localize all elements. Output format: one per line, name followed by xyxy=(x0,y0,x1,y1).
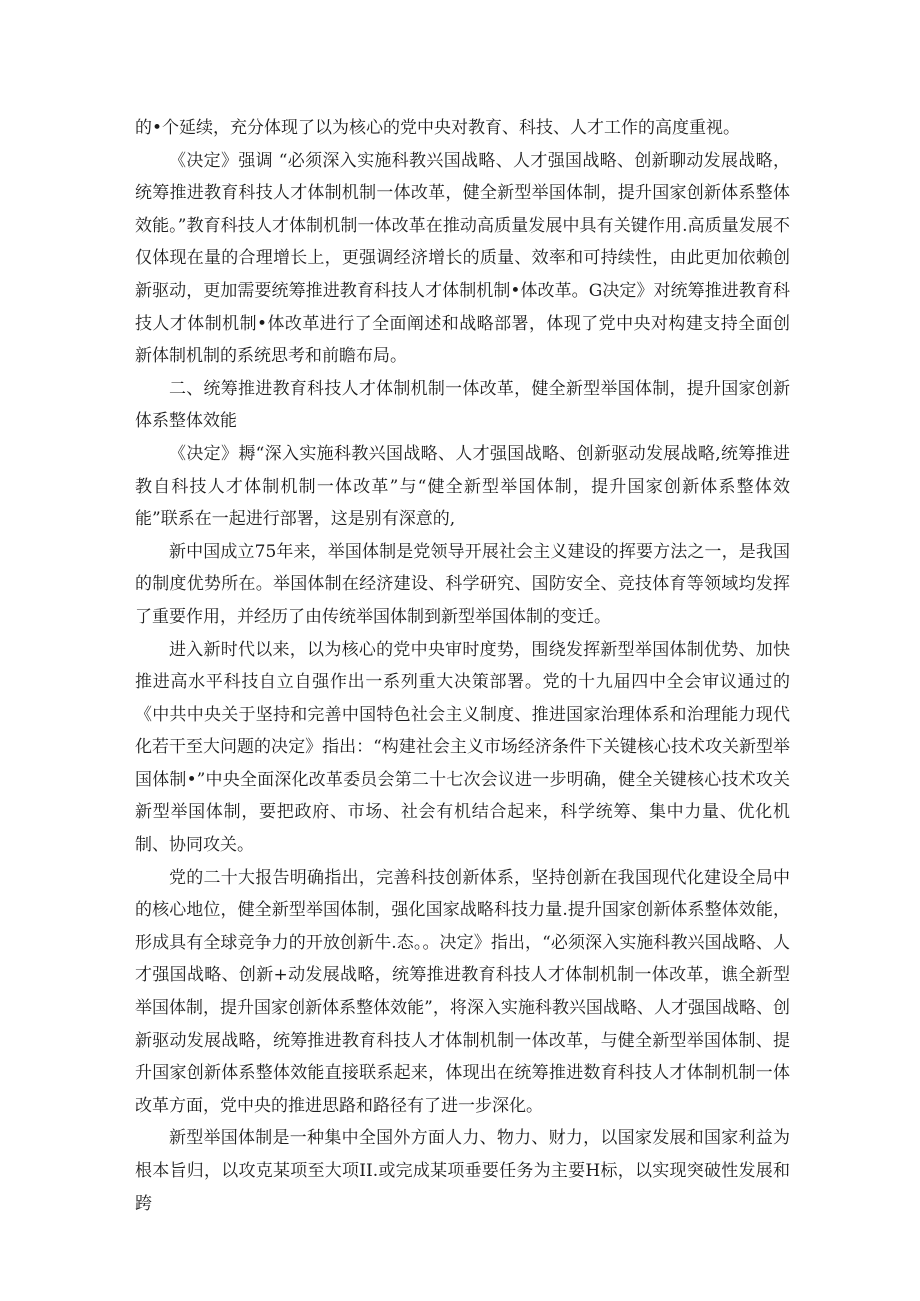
paragraph-new-era: 进入新时代以来，以为核心的党中央审时度势，围绕发挥新型举国体制优势、加快推进高水平科技自立自强作出一系列重大决策部署。党的十九届四中全会审议通过的《中共中央关于坚持和完善中国特色社会主义制度、推进国家治理体系和治理能力现代化若干至大问题的决定》指出：“构建社会主义市场经济条件下关键核心技术攻关新型举国体制•”中央全面深化改革委员会第二十七次会议进一步明确，健全关键核心技术攻关新型举国体制，要把政府、市场、社会有机结合起来，科学统筹、集中力量、优化机制、协同攻关。 xyxy=(135,639,790,856)
paragraph-twentieth-congress: 党的二十大报告明确指出，完善科技创新体系，坚持创新在我国现代化建设全局中的核心地位，健全新型举国体制，强化国家战略科技力量.提升国家创新体系整体效能，形成具有全球竞争力的开放创新牛.态。。决定》指出，“必须深入实施科教兴国战略、人才强国战略、创新+动发展战略，统筹推进教育科技人才体制机制一体改革，谯全新型举国体制，提升国家创新体系整体效能”，将深入实施科教兴国战略、人才强国战略、创新驱动发展战略，统筹推进教育科技人才体制机制一体改革，与健全新型举国体制、提升国家创新体系整体效能直接联系起来，体现出在统筹推进数育科技人才体制机制一体改革方面，党中央的推进思路和路径有了进一步深化。 xyxy=(135,867,790,1116)
paragraph-national-system-history: 新中国成立75年来，举国体制是党领导开展社会主义建设的挥要方法之一，是我国的制度优势所在。举国体制在经济建设、科学研究、国防安全、竞技体育等领域均发挥了重要作用，并经历了由传统举国体制到新型举国体制的变迁。 xyxy=(135,541,790,627)
paragraph-decision-linkage: 《决定》耨“深入实施科教兴国战略、人才强国战略、创新驱动发展战略,统筹推进教自科技人才体制机制一体改革”与“健全新型举国体制，提升国家创新体系整体效能”联系在一起进行部署，这是别有深意的, xyxy=(135,443,790,530)
paragraph-new-national-system: 新型举国体制是一种集中全国外方面人力、物力、财力，以国家发展和国家利益为根本旨归，以攻克某项至大项II.或完成某项垂要任务为主要H标，以实现突破性发展和跨 xyxy=(135,1128,790,1214)
document-body xyxy=(135,112,790,1220)
section-heading-two: 二、统筹推进教育科技人才体制机制一体改革，健全新型举国体制，提升国家创新体系整体效能 xyxy=(135,378,790,432)
paragraph-continuation: 的•个延续，充分体现了以为核心的党中央对教育、科技、人才工作的高度重视。 xyxy=(135,118,741,138)
paragraph-decision-emphasis: 《决定》强调 “必须深入实施科教兴国战略、人才强国战略、创新聊动发展战略，统筹推进教育科技人才体制机制一体改革，健全新型举国体制，提升国家创新体系整体效能。”教育科技人才体制机制一体改革在推动高质量发展中具有关键作用.高质量发展不仅体现在量的合理增长上，更强调经济增长的质量、效率和可持续性，由此更加依赖创新驱动，更加需要统筹推进教育科技人才体制机制•体改革。G决定》对统筹推进教育科技人才体制机制•体改革进行了全面阐述和战略部署，体现了党中央对构建支持全面创新体制机制的系统思考和前瞻布局。 xyxy=(135,150,790,367)
